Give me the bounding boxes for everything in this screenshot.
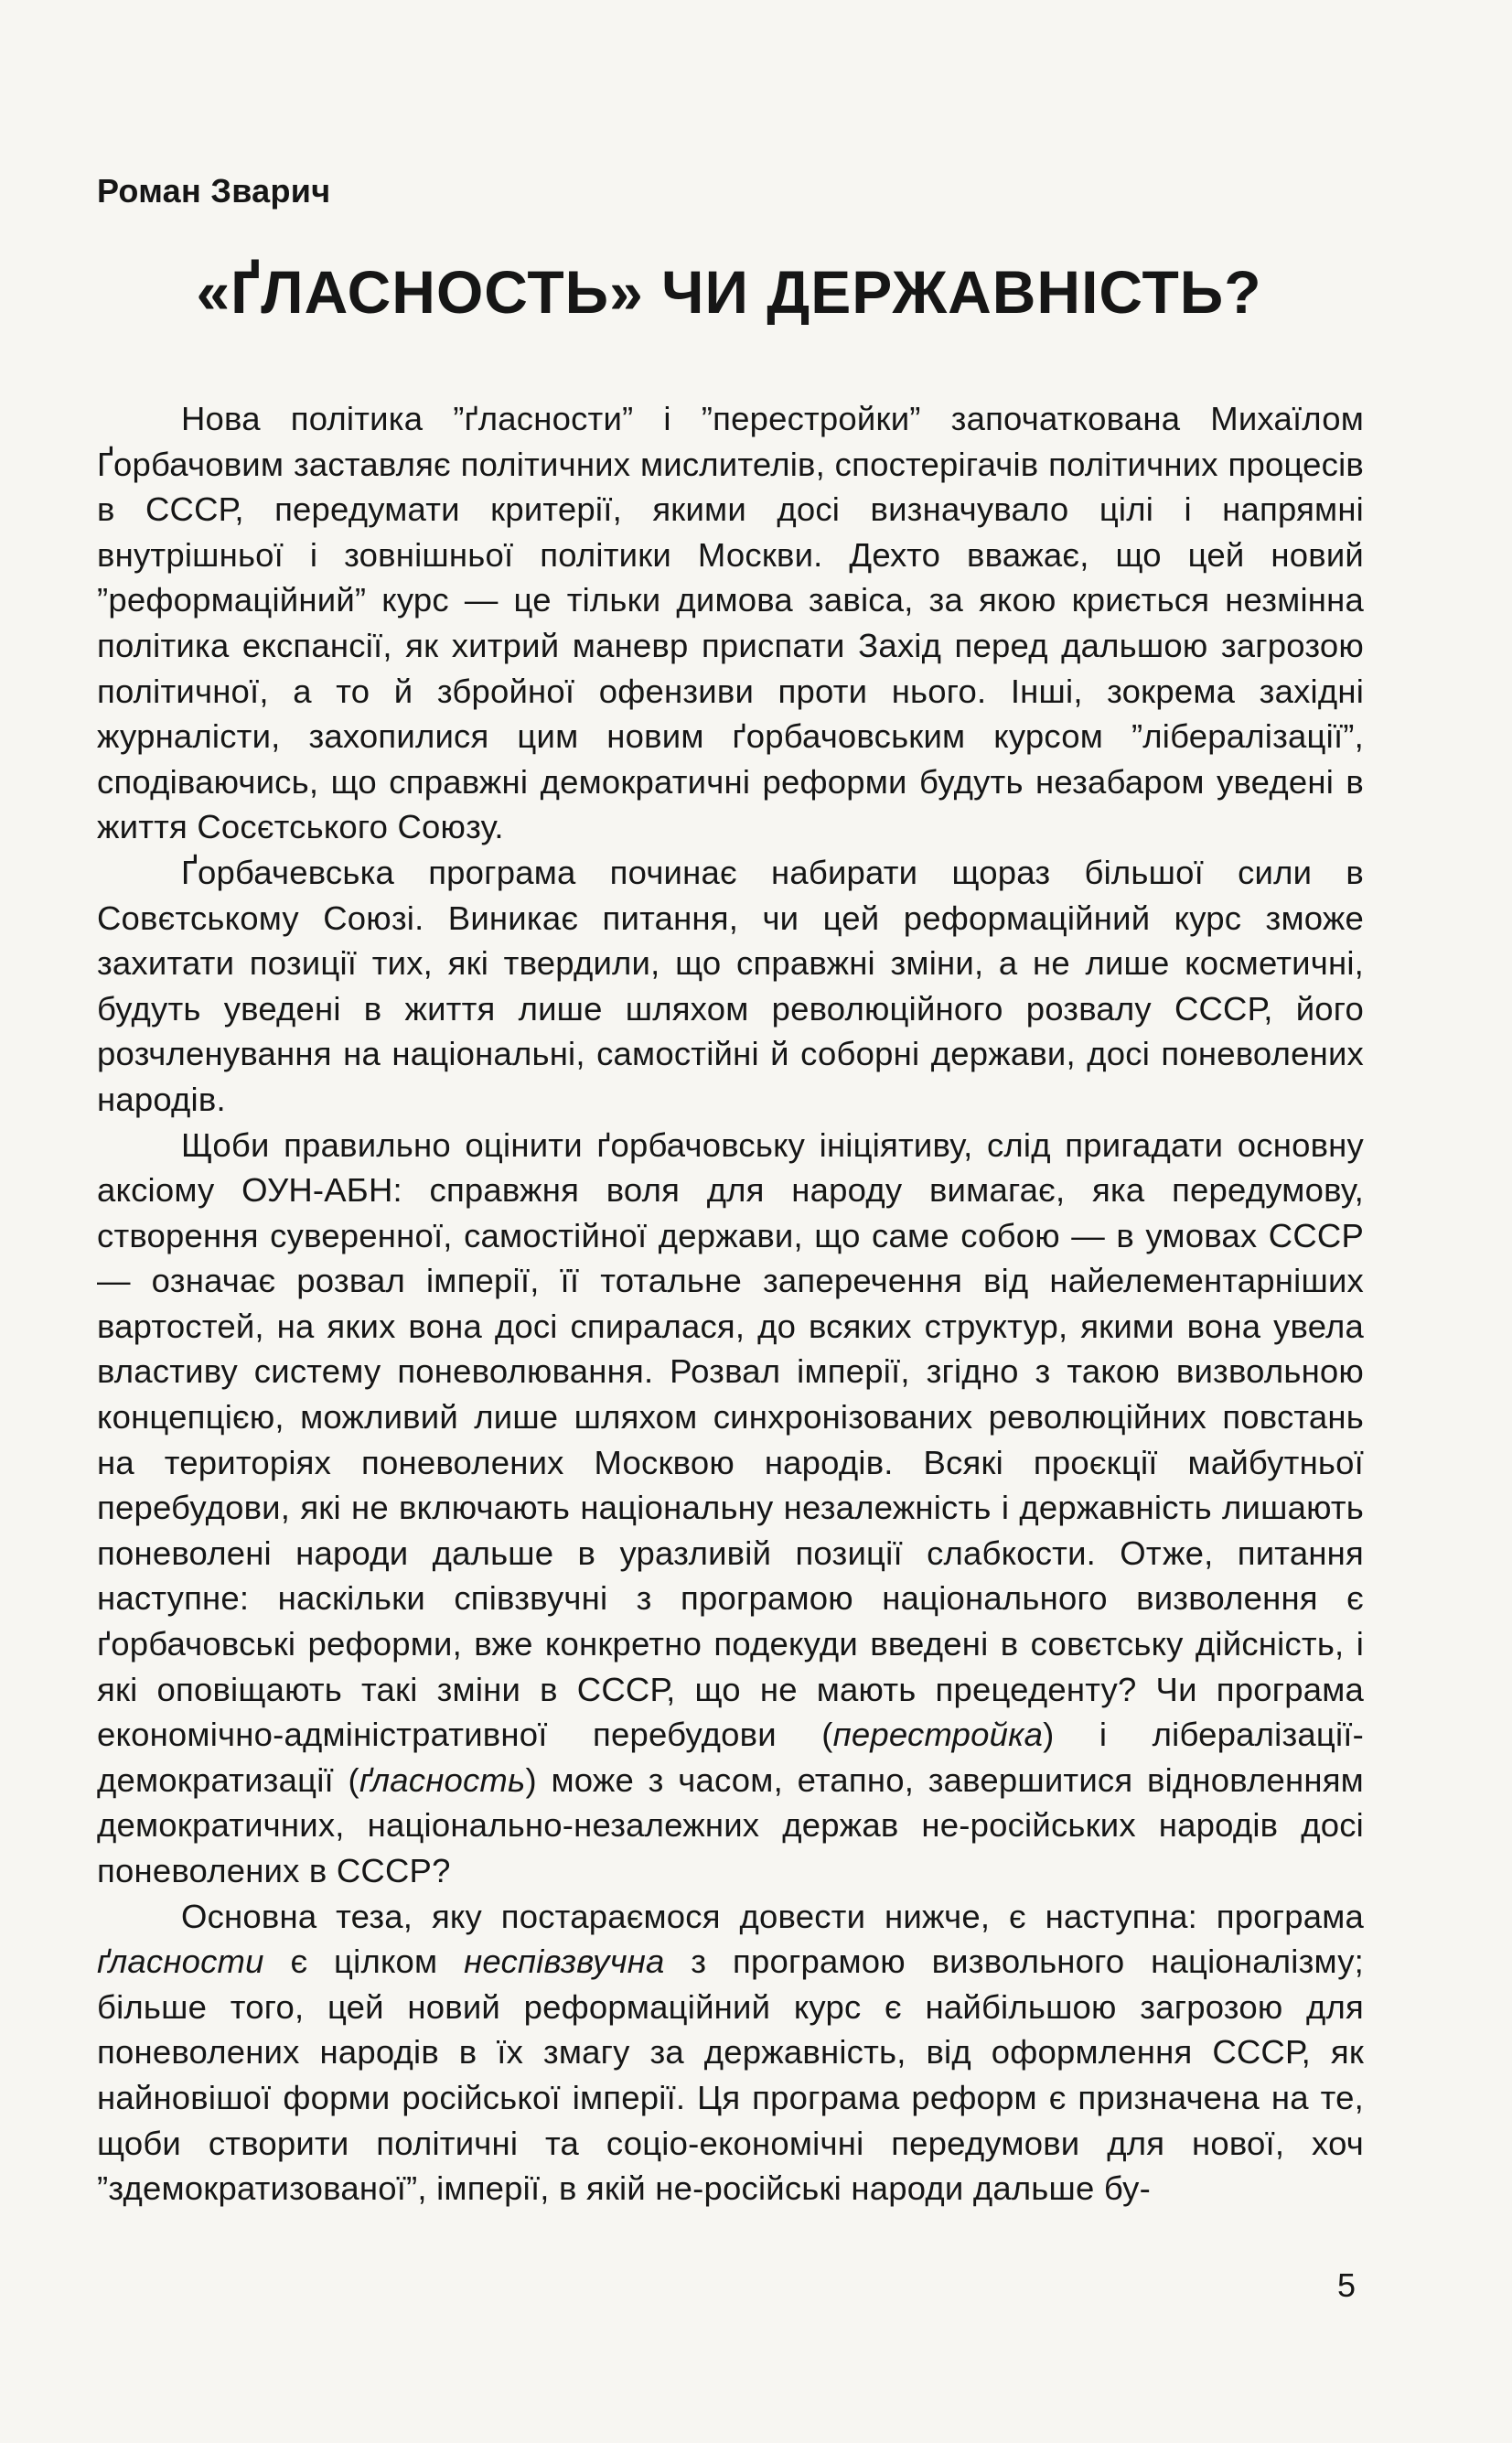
text-run: ) може з часом, етапно, завершитися відновленням демократичних, національно-незалежних держав не-російських народів досі поневолених в СССР? [97, 1760, 1364, 1889]
text-run: Нова політика ”ґласности” і ”перестройки” започаткована Михаїлом Ґорбачовим заставляє політичних мислителів, спостерігачів політичних процесів в СССР, передумати критерії, якими досі визначувало цілі і напрямні внутрішньої і зовнішньої політики Москви. Дехто вважає, що цей новий ”реформаційний” курс — це тільки димова завіса, за якою криється незмінна політика експансії, як хитрий маневр приспати Захід перед дальшою загрозою політичної, а то й збройної офензиви проти нього. Інші, зокрема західні журналісти, захопилися цим новим ґорбачовським курсом ”лібералізації”, сподіваючись, що справжні демократичні реформи будуть незабаром уведені в життя Сосєтського Союзу. [97, 400, 1364, 846]
italic-term: ґласности [97, 1943, 264, 1981]
body-paragraph [97, 1894, 1364, 2212]
body-paragraph [97, 1123, 1364, 1894]
body-paragraph [97, 850, 1364, 1123]
page-number: 5 [1337, 2266, 1357, 2304]
text-run: з програмою визвольного націоналізму; більше того, цей новий реформаційний курс є найбільшою загрозою для поневолених народів в їх змагу за державність, від оформлення СССР, як найновішої форми російської імперії. Ця програма реформ є призначена на те, щоби створити політичні та соціо-економічні передумови для нової, хоч ”здемократизованої”, імперії, в якій не-російські народи дальше бу- [97, 1943, 1364, 2208]
body-paragraph [97, 396, 1364, 850]
text-run: ) і лібералізації-демократизації ( [97, 1716, 1364, 1799]
text-run: Ґорбачевська програма починає набирати щораз більшої сили в Совєтському Союзі. Виникає питання, чи цей реформаційний курс зможе захитати позиції тих, які твердили, що справжні зміни, а не лише косметичні, будуть уведені в життя лише шляхом революційного розвалу СССР, його розчленування на національні, самостійні й соборні держави, досі поневолених народів. [97, 853, 1364, 1118]
article-title: «ҐЛАСНОСТЬ» ЧИ ДЕРЖАВНІСТЬ? [196, 258, 1262, 326]
author-name: Роман Зварич [97, 172, 331, 210]
text-run: Основна теза, яку постараємося довести нижче, є наступна: програма [181, 1897, 1364, 1935]
article-body [97, 396, 1364, 2212]
text-run: Щоби правильно оцінити ґорбачовську ініціятиву, слід пригадати основну аксіому ОУН-АБН: справжня воля для народу вимагає, яка передумову, створення суверенної, самостійної держави, що саме собою — в умовах СССР — означає розвал імперії, її тотальне заперечення від найелементарніших вартостей, на яких вона досі спиралася, до всяких структур, якими вона увела властиву систему поневолювання. Розвал імперії, згідно з такою визвольною концепцією, можливий лише шляхом синхронізованих революційних повстань на територіях поневолених Москвою народів. Всякі проєкції майбутньої перебудови, які не включають національну незалежність і державність лишають поневолені народи дальше в уразливій позиції слабкости. Отже, питання наступне: наскільки співзвучні з програмою національного визволення є ґорбачовські реформи, вже конкретно подекуди введені в совєтську дійсність, і які оповіщають такі зміни в СССР, що не мають прецеденту? Чи програма економічно-адміністративної перебудови ( [97, 1125, 1364, 1754]
italic-term: перестройка [832, 1716, 1044, 1754]
italic-term: неспівзвучна [464, 1943, 665, 1981]
italic-term: ґласность [359, 1760, 526, 1799]
text-run: є цілком [263, 1943, 465, 1981]
